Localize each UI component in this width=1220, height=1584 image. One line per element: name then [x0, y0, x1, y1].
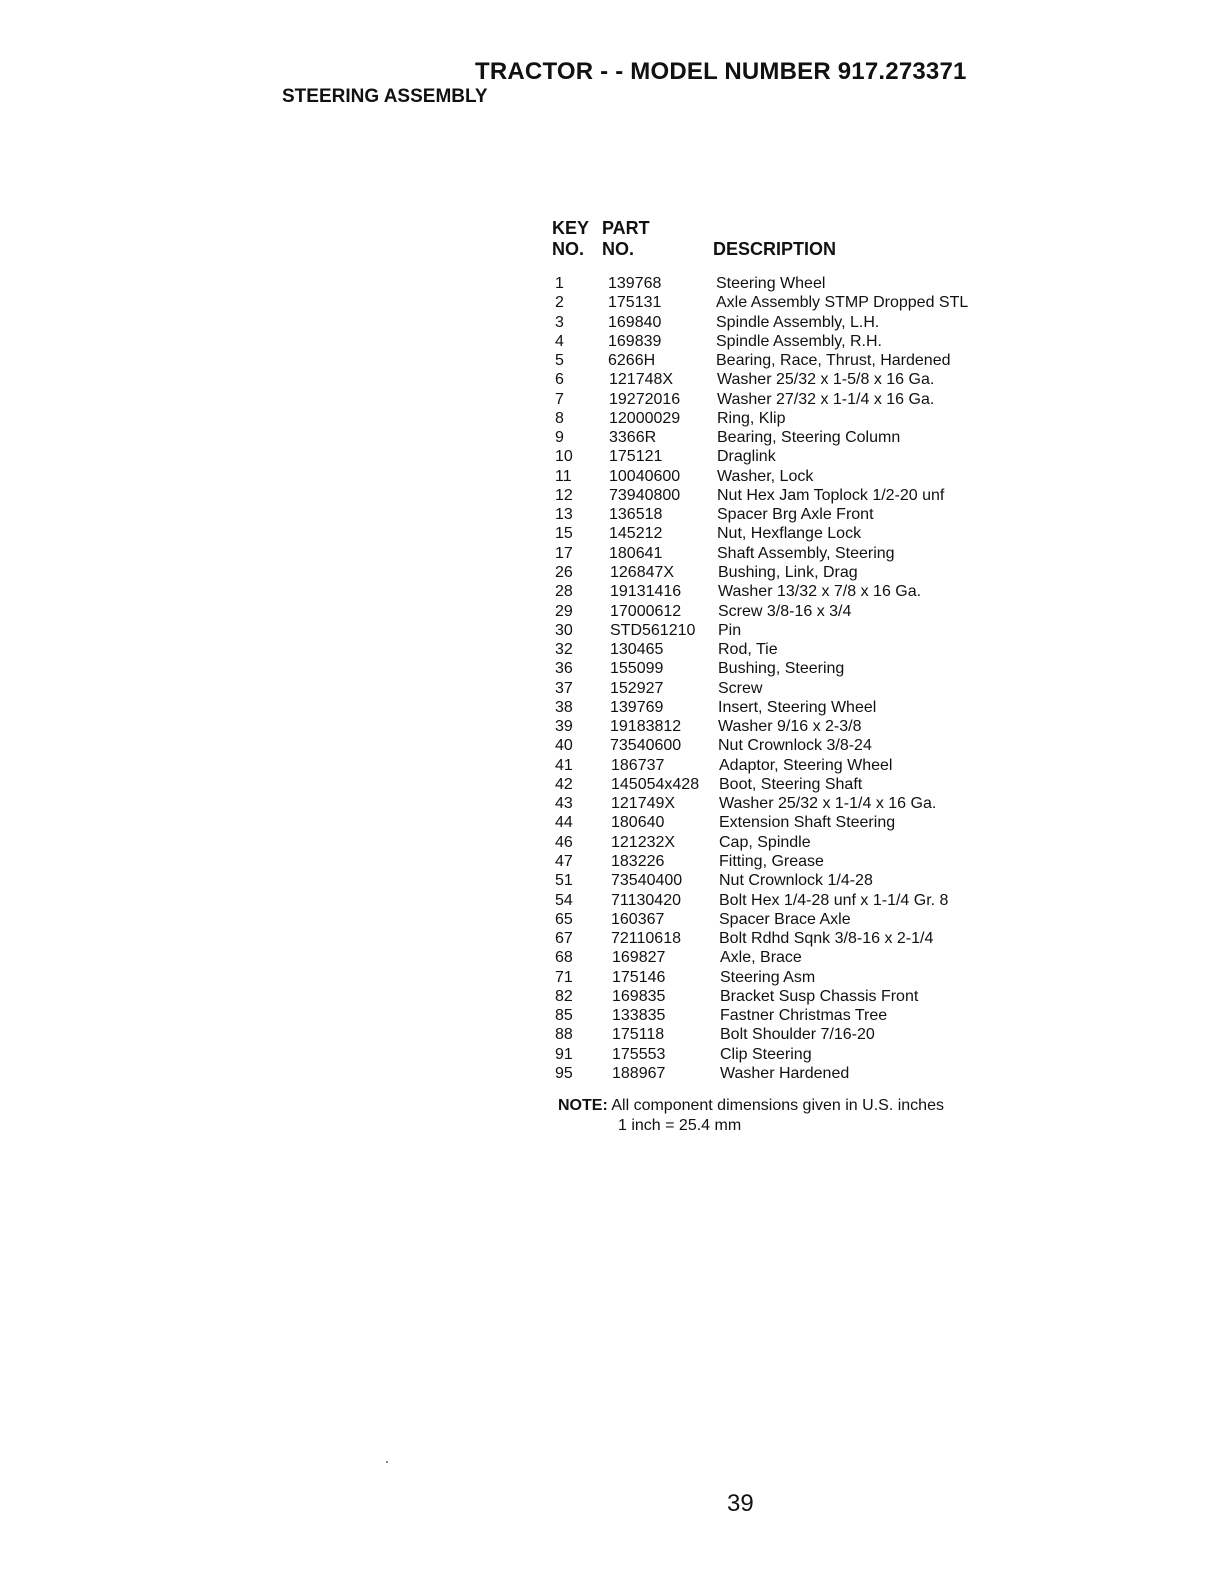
table-row — [552, 582, 1022, 601]
part-no: 160367 — [611, 910, 665, 928]
part-no: 121232X — [611, 833, 676, 851]
part-no: 6266H — [608, 352, 656, 370]
key-no: 82 — [555, 987, 573, 1005]
part-no: 71130420 — [611, 891, 681, 909]
header-part-line1: PART — [602, 218, 650, 238]
key-no: 91 — [555, 1045, 573, 1063]
table-row — [552, 891, 1022, 910]
part-no: 19183812 — [610, 718, 682, 736]
part-no: 136518 — [609, 506, 663, 524]
table-row — [552, 274, 1022, 293]
table-row — [552, 351, 1022, 370]
table-row — [552, 1045, 1022, 1064]
part-description: Bracket Susp Chassis Front — [720, 987, 919, 1005]
table-row — [552, 698, 1022, 717]
part-no: 180640 — [611, 814, 665, 832]
table-row — [552, 370, 1022, 389]
table-row — [552, 948, 1022, 967]
part-description: Nut Hex Jam Toplock 1/2-20 unf — [717, 486, 945, 504]
part-no: 17000612 — [610, 602, 682, 620]
page-title: TRACTOR - - MODEL NUMBER 917.273371 — [475, 58, 967, 85]
key-no: 37 — [555, 679, 573, 697]
part-description: Spacer Brg Axle Front — [717, 506, 874, 524]
key-no: 30 — [555, 621, 573, 639]
part-description: Boot, Steering Shaft — [719, 775, 863, 793]
key-no: 44 — [555, 814, 573, 832]
part-description: Bearing, Steering Column — [717, 429, 901, 447]
part-no: 169839 — [608, 332, 662, 350]
table-row — [552, 505, 1022, 524]
part-description: Bolt Shoulder 7/16-20 — [720, 1026, 875, 1044]
key-no: 47 — [555, 852, 573, 870]
part-no: 133835 — [612, 1007, 666, 1025]
key-no: 3 — [555, 313, 564, 331]
part-description: Axle Assembly STMP Dropped STL — [716, 294, 969, 312]
part-description: Nut, Hexflange Lock — [717, 525, 862, 543]
table-row — [552, 871, 1022, 890]
part-description: Axle, Brace — [720, 949, 802, 967]
part-description: Clip Steering — [720, 1045, 812, 1063]
table-row — [552, 987, 1022, 1006]
part-no: 139769 — [610, 698, 664, 716]
part-no: 180641 — [609, 544, 663, 562]
key-no: 40 — [555, 737, 573, 755]
part-no: 188967 — [612, 1064, 666, 1082]
key-no: 67 — [555, 930, 573, 948]
key-no: 10 — [555, 448, 573, 466]
parts-list-header — [552, 218, 1022, 274]
part-description: Fitting, Grease — [719, 852, 824, 870]
key-no: 71 — [555, 968, 573, 986]
table-row — [552, 332, 1022, 351]
table-row — [552, 409, 1022, 428]
page-number: 39 — [727, 1490, 754, 1517]
part-description: Screw — [718, 679, 763, 697]
part-no: 126847X — [610, 563, 675, 581]
parts-list — [552, 218, 1022, 1083]
parts-list-rows — [552, 274, 1022, 1083]
part-description: Insert, Steering Wheel — [718, 698, 877, 716]
part-no: 10040600 — [609, 467, 681, 485]
header-key-line1: KEY — [552, 218, 590, 238]
part-description: Washer, Lock — [717, 467, 814, 485]
table-row — [552, 968, 1022, 987]
part-no: 169835 — [612, 987, 666, 1005]
part-no: 139768 — [608, 275, 662, 292]
key-no: 88 — [555, 1026, 573, 1044]
key-no: 43 — [555, 795, 573, 813]
key-no: 95 — [555, 1064, 573, 1082]
table-row — [552, 679, 1022, 698]
key-no: 46 — [555, 833, 573, 851]
part-description: Draglink — [717, 448, 776, 466]
part-no: 175131 — [608, 294, 662, 312]
part-no: 175121 — [609, 448, 663, 466]
part-no: 73540400 — [611, 872, 683, 890]
key-no: 4 — [555, 332, 564, 350]
table-row — [552, 852, 1022, 871]
key-no: 15 — [555, 525, 573, 543]
key-no: 17 — [555, 544, 573, 562]
part-description: Extension Shaft Steering — [719, 814, 896, 832]
part-description: Bushing, Link, Drag — [718, 563, 858, 581]
table-row — [552, 544, 1022, 563]
key-no: 68 — [555, 949, 573, 967]
key-no: 7 — [555, 390, 564, 408]
key-no: 32 — [555, 641, 573, 659]
key-no: 42 — [555, 775, 573, 793]
part-no: 121749X — [611, 795, 676, 813]
table-row — [552, 602, 1022, 621]
note-text: All component dimensions given in U.S. inches — [607, 1097, 944, 1114]
key-no: 29 — [555, 602, 573, 620]
part-description: Bushing, Steering — [718, 660, 845, 678]
key-no: 8 — [555, 409, 564, 427]
part-no: 183226 — [611, 852, 665, 870]
table-row — [552, 756, 1022, 775]
key-no: 39 — [555, 718, 573, 736]
part-no: 175553 — [612, 1045, 666, 1063]
part-description: Bolt Rdhd Sqnk 3/8-16 x 2-1/4 — [719, 930, 934, 948]
key-no: 6 — [555, 371, 564, 389]
part-description: Fastner Christmas Tree — [720, 1007, 888, 1025]
table-row — [552, 621, 1022, 640]
part-no: 152927 — [610, 679, 664, 697]
key-no: 13 — [555, 506, 573, 524]
part-no: 12000029 — [609, 409, 681, 427]
part-no: 19272016 — [609, 390, 681, 408]
part-description: Spindle Assembly, R.H. — [716, 332, 882, 350]
key-no: 11 — [555, 467, 572, 485]
table-row — [552, 1025, 1022, 1044]
part-no: 130465 — [610, 641, 664, 659]
part-description: Washer 25/32 x 1-1/4 x 16 Ga. — [719, 795, 937, 813]
part-description: Spindle Assembly, L.H. — [716, 313, 880, 331]
part-no: 145212 — [609, 525, 663, 543]
key-no: 38 — [555, 698, 573, 716]
part-no: 169840 — [608, 313, 662, 331]
part-description: Washer 27/32 x 1-1/4 x 16 Ga. — [717, 390, 935, 408]
table-row — [552, 524, 1022, 543]
key-no: 26 — [555, 563, 573, 581]
table-row — [552, 428, 1022, 447]
key-no: 5 — [555, 352, 564, 370]
header-part-line2: NO. — [602, 239, 635, 259]
part-no: 73940800 — [609, 486, 681, 504]
key-no: 1 — [555, 275, 564, 292]
table-row — [552, 659, 1022, 678]
part-description: Washer Hardened — [720, 1064, 850, 1082]
part-description: Washer 13/32 x 7/8 x 16 Ga. — [718, 583, 922, 601]
table-row — [552, 1064, 1022, 1083]
table-row — [552, 910, 1022, 929]
part-no: STD561210 — [610, 621, 696, 639]
part-description: Steering Wheel — [716, 275, 826, 292]
table-row — [552, 390, 1022, 409]
part-no: 169827 — [612, 949, 666, 967]
part-no: 175118 — [612, 1026, 665, 1044]
table-row — [552, 640, 1022, 659]
part-no: 121748X — [609, 371, 674, 389]
part-description: Nut Crownlock 1/4-28 — [719, 872, 873, 890]
table-row — [552, 293, 1022, 312]
part-description: Cap, Spindle — [719, 833, 811, 851]
part-description: Screw 3/8-16 x 3/4 — [718, 602, 852, 620]
table-row — [552, 467, 1022, 486]
note-conversion: 1 inch = 25.4 mm — [618, 1117, 742, 1134]
scan-speck — [386, 1461, 388, 1463]
table-row — [552, 929, 1022, 948]
table-row — [552, 486, 1022, 505]
part-description: Spacer Brace Axle — [719, 910, 851, 928]
key-no: 41 — [555, 756, 573, 774]
part-no: 73540600 — [610, 737, 682, 755]
part-description: Washer 25/32 x 1-5/8 x 16 Ga. — [717, 371, 935, 389]
part-no: 3366R — [609, 429, 657, 447]
section-title: STEERING ASSEMBLY — [282, 86, 488, 107]
part-description: Rod, Tie — [718, 641, 778, 659]
part-description: Shaft Assembly, Steering — [717, 544, 895, 562]
part-description: Steering Asm — [720, 968, 816, 986]
part-no: 72110618 — [611, 930, 681, 948]
table-row — [552, 794, 1022, 813]
table-row — [552, 736, 1022, 755]
header-key-line2: NO. — [552, 239, 585, 259]
table-row — [552, 447, 1022, 466]
part-no: 19131416 — [610, 583, 682, 601]
key-no: 2 — [555, 294, 564, 312]
key-no: 28 — [555, 583, 573, 601]
part-no: 175146 — [612, 968, 666, 986]
table-row — [552, 1006, 1022, 1025]
note — [558, 1096, 944, 1136]
table-row — [552, 313, 1022, 332]
key-no: 85 — [555, 1007, 573, 1025]
table-row — [552, 563, 1022, 582]
table-row — [552, 833, 1022, 852]
key-no: 12 — [555, 486, 573, 504]
table-row — [552, 775, 1022, 794]
key-no: 51 — [555, 872, 573, 890]
part-no: 145054x428 — [611, 775, 700, 793]
part-no: 186737 — [611, 756, 665, 774]
part-description: Nut Crownlock 3/8-24 — [718, 737, 872, 755]
part-description: Bearing, Race, Thrust, Hardened — [716, 352, 951, 370]
part-no: 155099 — [610, 660, 664, 678]
key-no: 36 — [555, 660, 573, 678]
header-description: DESCRIPTION — [713, 239, 837, 259]
part-description: Adaptor, Steering Wheel — [719, 756, 893, 774]
note-label: NOTE: — [558, 1097, 608, 1114]
table-row — [552, 813, 1022, 832]
key-no: 54 — [555, 891, 573, 909]
key-no: 9 — [555, 429, 564, 447]
table-row — [552, 717, 1022, 736]
key-no: 65 — [555, 910, 573, 928]
part-description: Bolt Hex 1/4-28 unf x 1-1/4 Gr. 8 — [719, 891, 949, 909]
part-description: Pin — [718, 621, 742, 639]
part-description: Ring, Klip — [717, 409, 786, 427]
part-description: Washer 9/16 x 2-3/8 — [718, 718, 862, 736]
